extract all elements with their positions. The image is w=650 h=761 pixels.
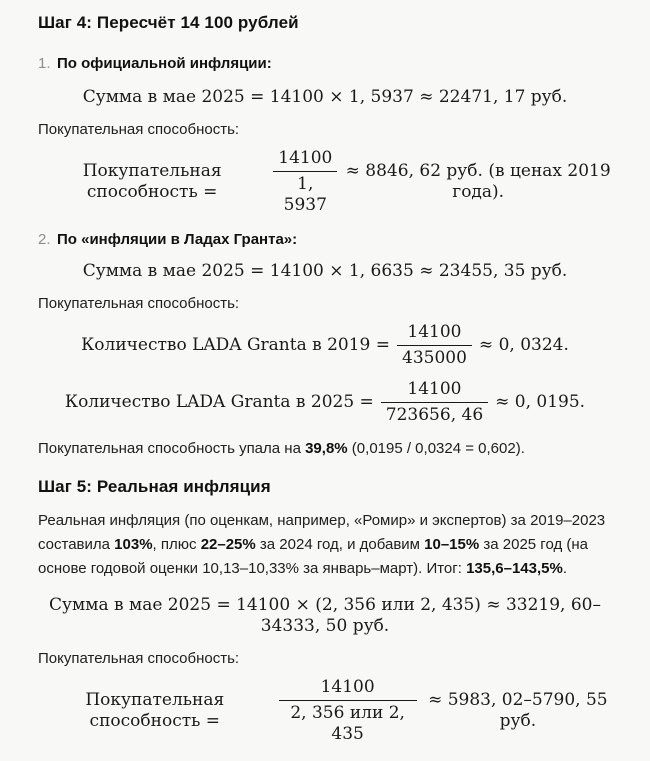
fraction [273, 148, 337, 216]
formula-lhs: Количество LADA Granta в 2025 = [64, 392, 374, 412]
fraction-denominator: 723656, 46 [381, 402, 488, 426]
formula-ps-real [38, 677, 612, 745]
para-text: , плюс [152, 536, 201, 553]
purchasing-power-drop-note [38, 440, 612, 457]
note-text: (0,0195 / 0,0324 = 0,602). [347, 440, 525, 457]
value-2024: 22–25% [200, 536, 256, 553]
formula-ps-official [38, 148, 612, 216]
step4-heading-mid: Пересчёт [92, 13, 181, 32]
step4-heading-number: 4: [76, 13, 93, 32]
fraction-numerator: 14100 [278, 148, 333, 168]
drop-percent: 39,8% [305, 440, 348, 457]
list-marker: 1. [38, 55, 51, 72]
step4-heading [38, 13, 612, 33]
formula-rhs: ≈ 0, 0195. [495, 392, 586, 412]
para-text: за 2025 год (на основе годовой оценки 10,13–10,33% за январь–март). Итог: [38, 536, 589, 577]
step4-heading-tail: рублей [233, 13, 299, 32]
fraction-denominator: 2, 356 или 2, 435 [279, 700, 417, 745]
para-text: . [562, 560, 568, 577]
step5-heading [38, 477, 612, 497]
purchasing-power-label-2: Покупательная способность: [38, 295, 240, 312]
purchasing-power-label-3: Покупательная способность: [38, 650, 240, 667]
list-marker: 2. [38, 231, 51, 248]
step5-heading-word: Шаг [38, 477, 77, 496]
formula-rhs: ≈ 0, 0324. [478, 335, 569, 355]
formula-lada-2019 [38, 322, 612, 369]
step5-heading-number: 5: [76, 477, 93, 496]
step4-heading-amount: 14 100 [180, 13, 234, 32]
formula-sum-lada: Сумма в мае 2025 = 14100 × 1, 6635 ≈ 23455, 35 руб. [82, 261, 568, 281]
fraction-denominator: 435000 [397, 345, 472, 369]
purchasing-power-label-1: Покупательная способность: [38, 121, 240, 138]
formula-sum-real: Сумма в мае 2025 = 14100 × (2, 356 или 2, 435) ≈ 33219, 60–34333, 50 руб. [49, 595, 601, 636]
formula-lhs: Покупательная способность = [82, 161, 222, 202]
list-item-lada-inflation [38, 231, 612, 248]
formula-lhs: Покупательная способность = [85, 690, 225, 731]
list-item-label: По «инфляции в Ладах Гранта»: [57, 231, 298, 248]
step4-heading-word: Шаг [38, 13, 77, 32]
value-2019-2023: 103% [114, 536, 153, 553]
note-text: Покупательная способность упала на [38, 440, 306, 457]
formula-rhs: ≈ 5983, 02–5790, 55 руб. [428, 690, 608, 731]
formula-sum-official: Сумма в мае 2025 = 14100 × 1, 5937 ≈ 22471, 17 руб. [82, 87, 568, 107]
fraction [279, 677, 417, 745]
fraction-numerator: 14100 [320, 677, 375, 697]
fraction [397, 322, 472, 369]
fraction [381, 379, 488, 426]
real-inflation-paragraph [38, 509, 612, 581]
formula-lhs: Количество LADA Granta в 2019 = [81, 335, 391, 355]
para-text: за 2024 год, и добавим [255, 536, 425, 553]
para-text: Реальная инфляция (по оценкам, например, «Ромир» и экспертов) за 2019–2023 составила [38, 512, 606, 553]
formula-rhs: ≈ 8846, 62 руб. (в ценах 2019 года). [345, 161, 611, 202]
step5-heading-tail: Реальная инфляция [92, 477, 271, 496]
fraction-numerator: 14100 [407, 322, 462, 342]
value-2025: 10–15% [424, 536, 480, 553]
formula-lada-2025 [38, 379, 612, 426]
fraction-numerator: 14100 [407, 379, 462, 399]
fraction-denominator: 1, 5937 [273, 171, 337, 216]
value-total: 135,6–143,5% [466, 560, 563, 577]
list-item-official-inflation [38, 55, 612, 72]
list-item-label: По официальной инфляции: [57, 55, 272, 72]
